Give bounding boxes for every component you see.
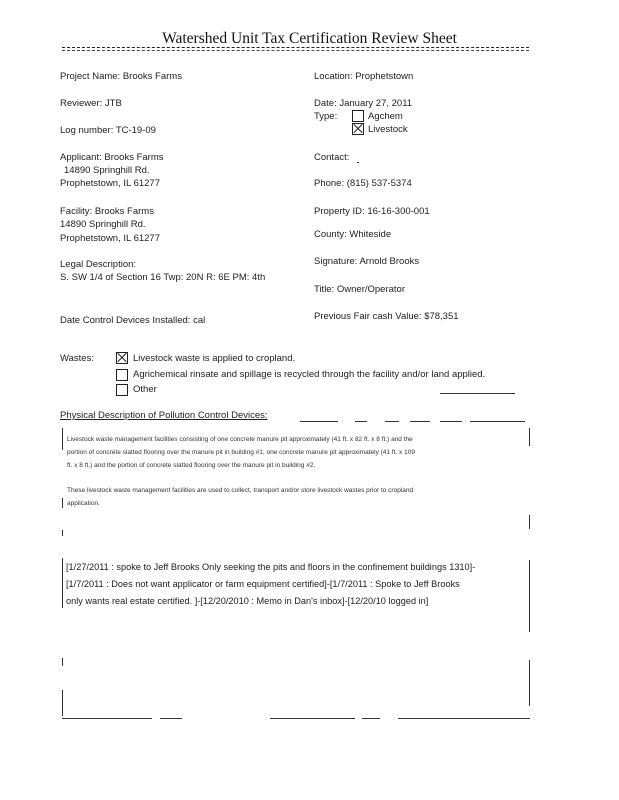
facility-label: Facility: bbox=[60, 206, 93, 217]
legal-description-value: S. SW 1/4 of Section 16 Twp: 20N R: 6E PM: 4th bbox=[60, 272, 266, 283]
heading-line-4 bbox=[410, 421, 430, 422]
box-right-edge bbox=[529, 428, 530, 446]
type-livestock-checkbox[interactable] bbox=[352, 123, 364, 135]
signature-field bbox=[314, 256, 419, 267]
log-number-label: Log number: bbox=[60, 125, 114, 136]
installed-date-value: cal bbox=[193, 315, 206, 326]
bottom-line-5 bbox=[398, 718, 530, 719]
installed-date-field bbox=[60, 315, 205, 326]
note-line-1: [1/27/2011 : spoke to Jeff Brooks Only seeking the pits and floors in the confinement buildings 1310]- bbox=[66, 562, 476, 572]
property-id-field bbox=[314, 206, 430, 217]
box-right-mark-1 bbox=[529, 515, 530, 529]
phone-label: Phone: bbox=[314, 178, 345, 189]
contact-field bbox=[314, 152, 349, 163]
project-name-label: Project Name: bbox=[60, 71, 121, 82]
log-number-field bbox=[60, 125, 156, 136]
reviewer-label: Reviewer: bbox=[60, 98, 103, 109]
waste-livestock-label: Livestock waste is applied to cropland. bbox=[133, 353, 296, 364]
location-value: Prophetstown bbox=[355, 71, 414, 82]
notes-right-mark bbox=[529, 660, 530, 706]
description-line-2: portion of concrete slatted flooring over the manure pit in building #1; one concrete manure pit approximately (41 ft. x 109 bbox=[67, 449, 415, 456]
signature-label: Signature: bbox=[314, 256, 358, 267]
description-line-3: ft. x 8 ft.) and the portion of concrete slatted flooring over the manure pit in building #2. bbox=[67, 462, 316, 469]
waste-agrichemical-checkbox[interactable] bbox=[116, 369, 128, 381]
description-line-1: Livestock waste management facilities consisting of one concrete manure pit approximately (41 ft. x 82 ft. x 8 ft.) and the bbox=[67, 436, 413, 443]
reviewer-field bbox=[60, 98, 122, 109]
heading-line-1 bbox=[300, 421, 338, 422]
signature-value: Arnold Brooks bbox=[359, 256, 420, 267]
property-id-value: 16-16-300-001 bbox=[367, 206, 430, 217]
heading-line-2 bbox=[355, 421, 367, 422]
waste-other-checkbox[interactable] bbox=[116, 384, 128, 396]
waste-agrichemical-label: Agrichemical rinsate and spillage is recycled through the facility and/or land applied. bbox=[133, 369, 486, 380]
applicant-label: Applicant: bbox=[60, 152, 102, 163]
project-name-value: Brooks Farms bbox=[122, 71, 182, 82]
fair-cash-value-value: $78,351 bbox=[424, 311, 459, 322]
location-field bbox=[314, 71, 413, 82]
fair-cash-value-label: Previous Fair cash Value: bbox=[314, 311, 422, 322]
contact-mark bbox=[357, 162, 359, 163]
title-label: Title: bbox=[314, 284, 335, 295]
type-agchem-checkbox[interactable] bbox=[352, 110, 364, 122]
county-field bbox=[314, 229, 391, 240]
applicant-address2: Prophetstown, IL 61277 bbox=[60, 178, 160, 189]
sheet-title: Watershed Unit Tax Certification Review Sheet bbox=[162, 30, 457, 47]
notes-right-edge bbox=[529, 560, 530, 632]
notes-left-bottom bbox=[62, 690, 63, 716]
heading-line-3 bbox=[385, 421, 399, 422]
bottom-line-3 bbox=[270, 718, 355, 719]
type-livestock-label: Livestock bbox=[368, 124, 408, 135]
wastes-label: Wastes: bbox=[60, 353, 94, 364]
bottom-line-2 bbox=[160, 718, 182, 719]
facility-field bbox=[60, 206, 154, 217]
description-heading: Physical Description of Pollution Control Devices: bbox=[60, 410, 268, 421]
heading-line-6 bbox=[470, 421, 525, 422]
applicant-name: Brooks Farms bbox=[104, 152, 164, 163]
facility-address2: Prophetstown, IL 61277 bbox=[60, 233, 160, 244]
facility-address1: 14890 Springhill Rd. bbox=[60, 219, 146, 230]
log-number-value: TC-19-09 bbox=[115, 125, 156, 136]
project-name-field bbox=[60, 71, 182, 82]
note-line-3: only wants real estate certified. ]-[12/20/2010 : Memo in Dan's inbox]-[12/20/10 logged in] bbox=[66, 596, 429, 606]
waste-other-label: Other bbox=[133, 384, 157, 395]
box-left-mark-1 bbox=[62, 498, 63, 508]
description-line-4: These livestock waste management facilities are used to collect, transport and/or store livestock wastes prior to cropland bbox=[67, 487, 414, 494]
box-left-mark-2 bbox=[62, 530, 63, 536]
fair-cash-value-field bbox=[314, 311, 459, 322]
bottom-line-1 bbox=[62, 718, 152, 719]
type-label: Type: bbox=[314, 111, 338, 122]
title-field bbox=[314, 284, 405, 295]
title-rule-2 bbox=[62, 50, 529, 51]
date-field bbox=[314, 98, 412, 109]
waste-other-line bbox=[440, 393, 515, 394]
phone-value: (815) 537-5374 bbox=[346, 178, 412, 189]
facility-name: Brooks Farms bbox=[94, 206, 154, 217]
waste-livestock-checkbox[interactable] bbox=[116, 352, 128, 364]
description-line-5: application. bbox=[67, 500, 100, 507]
bottom-line-4 bbox=[362, 718, 380, 719]
date-value: January 27, 2011 bbox=[339, 98, 413, 109]
county-value: Whiteside bbox=[349, 229, 392, 240]
installed-date-label: Date Control Devices Installed: bbox=[60, 315, 191, 326]
legal-description-label: Legal Description: bbox=[60, 259, 137, 270]
title-value: Owner/Operator bbox=[336, 284, 405, 295]
reviewer-value: JTB bbox=[104, 98, 122, 109]
note-line-2: [1/7/2011 : Does not want applicator or farm equipment certified]-[1/7/2011 : Spoke to Jeff Brooks bbox=[66, 579, 460, 589]
location-label: Location: bbox=[314, 71, 353, 82]
applicant-address1: 14890 Springhill Rd. bbox=[64, 165, 150, 176]
heading-line-5 bbox=[440, 421, 462, 422]
county-label: County: bbox=[314, 229, 347, 240]
box-left-edge bbox=[62, 428, 63, 450]
property-id-label: Property ID: bbox=[314, 206, 365, 217]
contact-label: Contact: bbox=[314, 152, 350, 163]
applicant-field bbox=[60, 152, 164, 163]
notes-left-edge bbox=[62, 558, 63, 608]
title-rule bbox=[62, 47, 529, 48]
phone-field bbox=[314, 178, 412, 189]
type-agchem-label: Agchem bbox=[368, 111, 403, 122]
date-label: Date: bbox=[314, 98, 337, 109]
notes-left-mark bbox=[62, 658, 63, 666]
